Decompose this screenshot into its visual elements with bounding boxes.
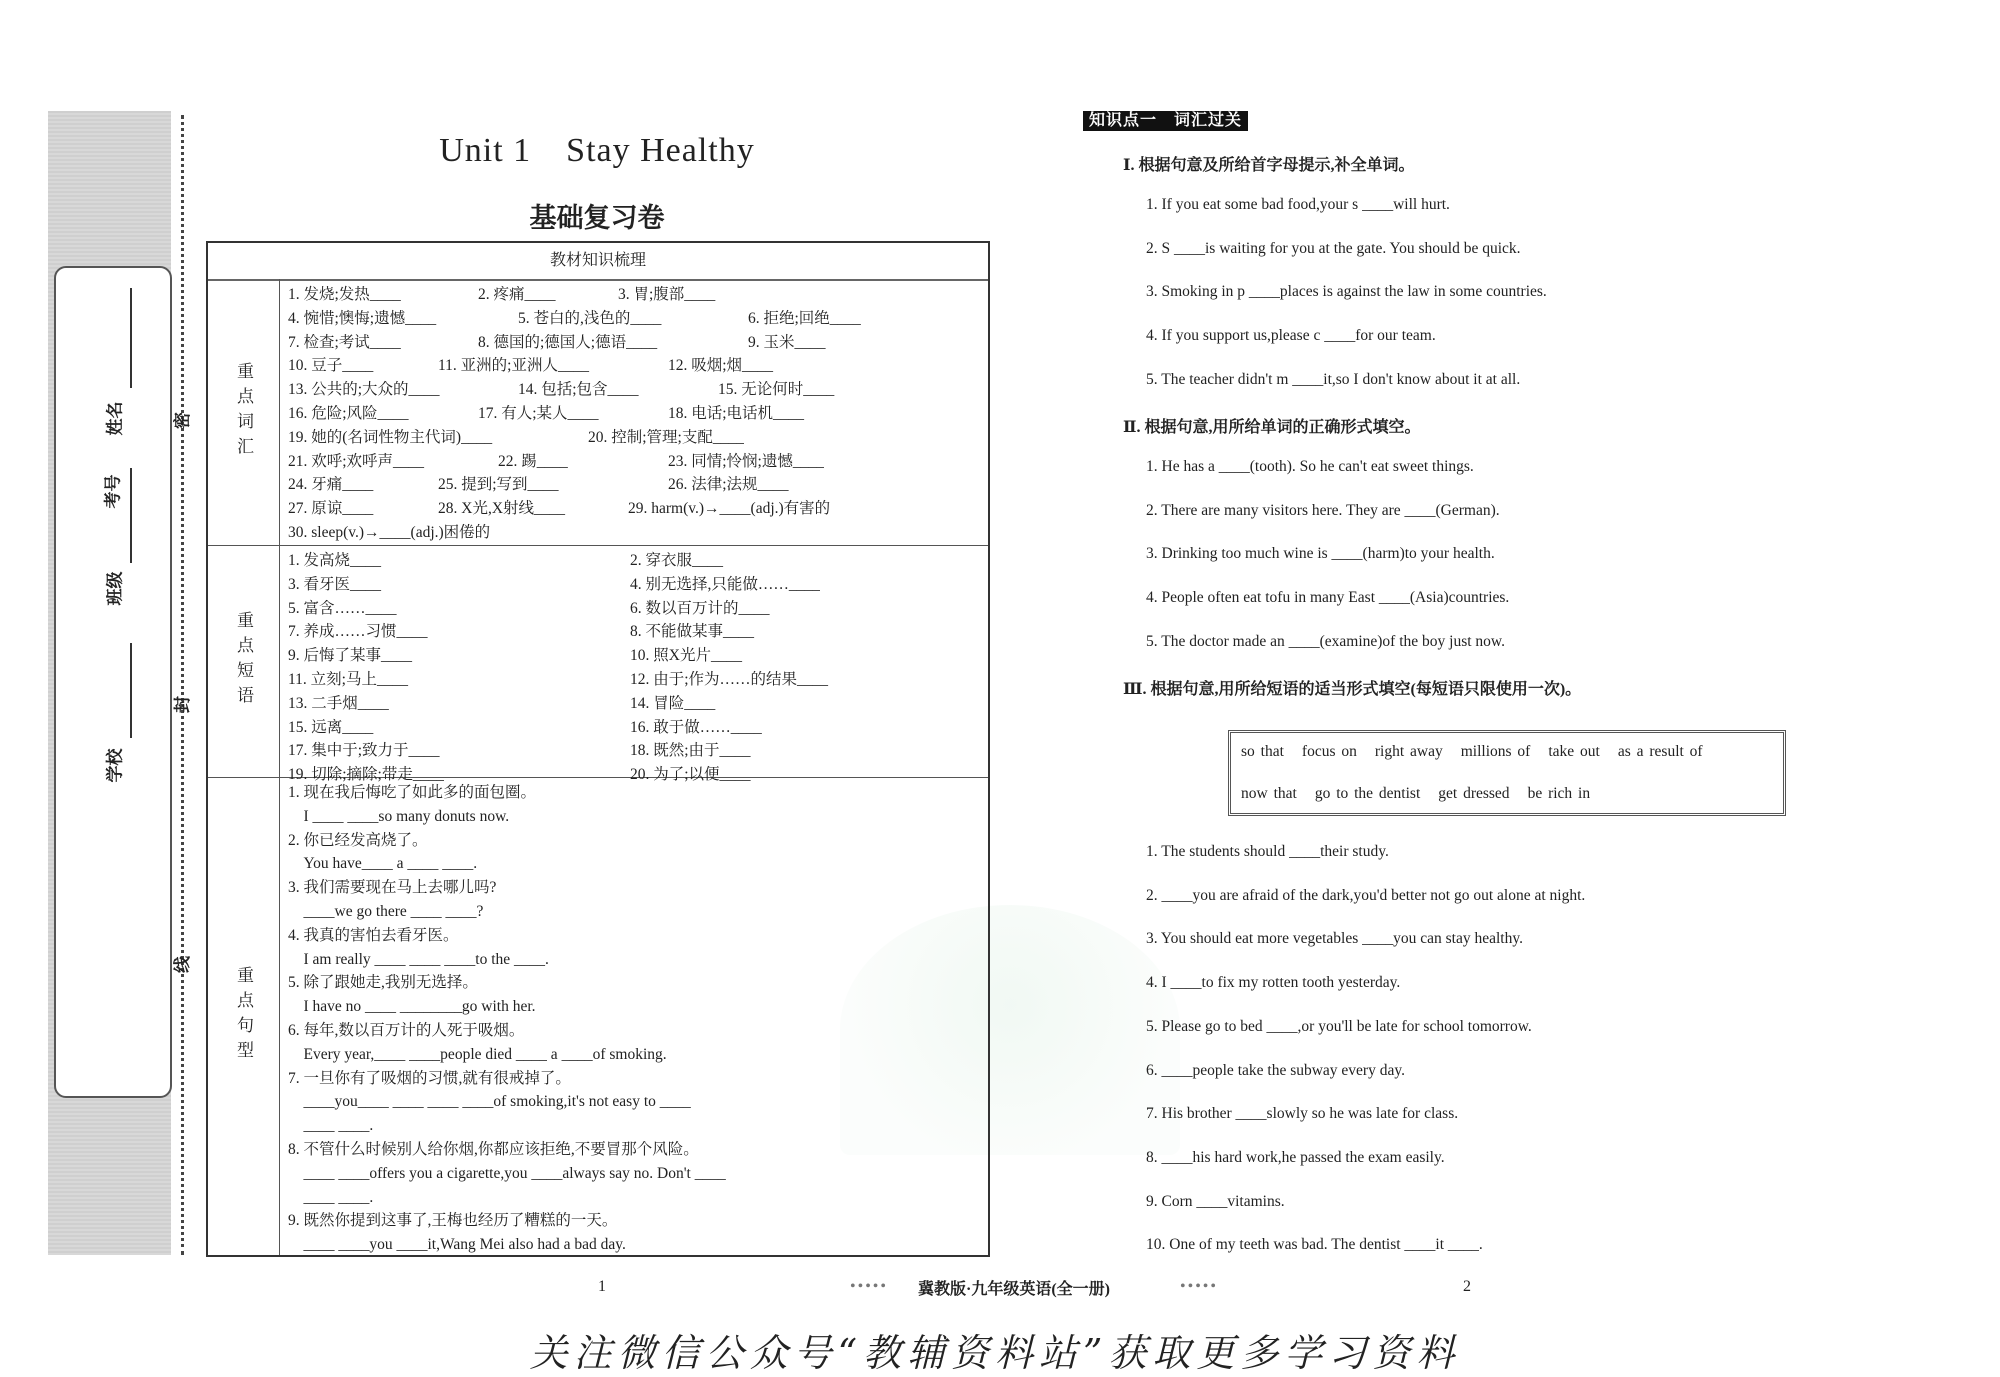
phrase-item: 15. 远离____: [288, 718, 374, 736]
vocab-item: 14. 包括;包含____: [518, 381, 639, 399]
question-item: 2. There are many visitors here. They are ____(German).: [1146, 501, 1500, 519]
sentence-line: ____you____ ____ ____ ____of smoking,it's not easy to ____: [288, 1093, 691, 1111]
cut-line: [181, 115, 184, 1255]
field-line: [130, 288, 132, 388]
vocab-rows: [288, 283, 984, 545]
sentence-line: 6. 每年,数以百万计的人死于吸烟。: [288, 1021, 525, 1039]
vocab-row: [288, 307, 984, 331]
question-item: 4. If you support us,please c ____for our team.: [1146, 327, 1436, 345]
phrase-bank-item: get dressed: [1438, 785, 1510, 802]
phrase-row: [288, 620, 984, 644]
phrase-item: 12. 由于;作为……的结果____: [630, 670, 829, 688]
phrase-item: 6. 数以百万计的____: [630, 599, 770, 617]
question-item: 2. ____you are afraid of the dark,you'd better not go out alone at night.: [1146, 886, 1586, 904]
vocab-row: [288, 378, 984, 402]
vocab-item: 4. 惋惜;懊悔;遗憾____: [288, 309, 437, 327]
phrase-bank-row: [1241, 785, 1608, 803]
phrase-bank-item: go to the dentist: [1314, 785, 1421, 802]
vocab-item: 16. 危险;风险____: [288, 404, 409, 422]
phrase-item: 3. 看牙医____: [288, 575, 382, 593]
question-item: 5. The doctor made an ____(examine)of the boy just now.: [1146, 632, 1505, 650]
phrase-item: 19. 切除;摘除;带走____: [288, 766, 444, 784]
table-header: 教材知识梳理: [208, 243, 988, 281]
vocab-section: [208, 279, 988, 546]
sentence-line: 8. 不管什么时候别人给你烟,你都应该拒绝,不要冒那个风险。: [288, 1140, 699, 1158]
sentence-section: [208, 777, 988, 1255]
field-exam-no-wrap: [54, 474, 168, 509]
vocab-item: 11. 亚洲的;亚洲人____: [438, 357, 589, 375]
sentence-line: ____ ____.: [288, 1188, 374, 1206]
vocab-item: 17. 有人;某人____: [478, 404, 599, 422]
footer-dots: •••••: [850, 1278, 889, 1295]
phrase-item: 14. 冒险____: [630, 694, 716, 712]
page-subtitle: 基础复习卷: [529, 203, 665, 233]
sentence-line: 3. 我们需要现在马上去哪儿吗?: [288, 879, 497, 897]
vocab-item: 1. 发烧;发热____: [288, 286, 401, 303]
vocab-item: 3. 胃;腹部____: [618, 286, 716, 303]
question-item: 5. The teacher didn't m ____it,so I don't know about it at all.: [1146, 370, 1521, 388]
phrase-row: [288, 597, 984, 621]
section-tag: 知识点一 词汇过关: [1083, 111, 1248, 131]
sentence-line: 4. 我真的害怕去看牙医。: [288, 926, 459, 944]
sentence-line: ____ ____.: [288, 1117, 374, 1135]
phrase-item: 20. 为了;以便____: [630, 766, 751, 784]
vocab-item: 24. 牙痛____: [288, 476, 374, 494]
question-item: 1. The students should ____their study.: [1146, 843, 1389, 860]
vocab-item: 2. 疼痛____: [478, 286, 556, 303]
question-item: 9. Corn ____vitamins.: [1146, 1192, 1285, 1210]
page-number: 1: [598, 1278, 606, 1295]
sentence-line: 2. 你已经发高烧了。: [288, 831, 428, 849]
footer-book-title: 冀教版·九年级英语(全一册): [918, 1281, 1110, 1298]
sentence-line: ____ ____offers you a cigarette,you ____always say no. Don't ____: [288, 1164, 726, 1182]
footer-dots: •••••: [1180, 1278, 1219, 1295]
sentence-line: 1. 现在我后悔吃了如此多的面包圈。: [288, 784, 537, 801]
question-item: 3. Smoking in p ____places is against the law in some countries.: [1146, 283, 1547, 301]
phrase-rows: [288, 549, 984, 787]
phrase-section: [208, 545, 988, 784]
sentence-rows: [288, 781, 984, 1257]
question-item: 1. He has a ____(tooth). So he can't eat sweet things.: [1146, 458, 1474, 475]
phrase-item: 16. 敢于做……____: [630, 718, 762, 736]
field-label: 学校: [105, 748, 125, 783]
vocab-row: [288, 450, 984, 474]
seal-word: 线: [173, 956, 192, 973]
phrase-bank-item: focus on: [1301, 743, 1357, 760]
vocab-item: 29. harm(v.)→____(adj.)有害的: [628, 500, 831, 518]
page-number: 2: [1463, 1278, 1471, 1295]
phrase-row: [288, 549, 984, 573]
vocab-item: 12. 吸烟;烟____: [668, 357, 774, 375]
vocab-row: [288, 497, 984, 521]
vocab-item: 21. 欢呼;欢呼声____: [288, 452, 425, 470]
seal-word: 封: [173, 696, 192, 713]
question-item: 7. His brother ____slowly so he was late for class.: [1146, 1105, 1459, 1123]
phrase-bank-item: now that: [1241, 785, 1297, 802]
phrase-item: 9. 后悔了某事____: [288, 647, 413, 665]
phrase-row: [288, 573, 984, 597]
field-label: 姓名: [105, 401, 125, 436]
phrase-bank: [1228, 730, 1786, 816]
phrase-bank-row: [1241, 743, 1721, 761]
field-school: [56, 748, 170, 783]
field-label: 考号: [103, 474, 123, 509]
vocab-row: [288, 402, 984, 426]
vocab-row: [288, 283, 984, 307]
question-item: 2. S ____is waiting for you at the gate. You should be quick.: [1146, 239, 1521, 257]
question-item: 1. If you eat some bad food,your s ____will hurt.: [1146, 196, 1450, 213]
question-item: 4. People often eat tofu in many East ____(Asia)countries.: [1146, 589, 1510, 607]
vocab-item: 7. 检查;考试____: [288, 333, 401, 351]
seal-word: 密: [173, 412, 192, 429]
section-label: 重点短语: [234, 611, 253, 711]
sentence-line: I ____ ____so many donuts now.: [288, 807, 510, 825]
vocab-item: 26. 法律;法规____: [668, 476, 789, 494]
question-item: 3. You should eat more vegetables ____you can stay healthy.: [1146, 930, 1523, 948]
question-item: 10. One of my teeth was bad. The dentist ____it ____.: [1146, 1236, 1483, 1254]
sentence-line: 5. 除了跟她走,我别无选择。: [288, 974, 478, 992]
vocab-item: 23. 同情;怜悯;遗憾____: [668, 452, 824, 470]
phrase-item: 10. 照X光片____: [630, 647, 742, 665]
vocab-item: 6. 拒绝;回绝____: [748, 309, 861, 327]
phrase-item: 1. 发高烧____: [288, 552, 382, 569]
phrase-item: 17. 集中于;致力于____: [288, 742, 440, 760]
field-label: 班级: [105, 571, 125, 606]
sentence-line: You have____ a ____ ____.: [288, 855, 478, 873]
section-label-cell: [208, 279, 280, 545]
sentence-line: 9. 既然你提到这事了,王梅也经历了糟糕的一天。: [288, 1212, 618, 1230]
phrase-bank-item: take out: [1548, 743, 1600, 760]
phrase-item: 5. 富含……____: [288, 599, 397, 617]
page-title: Unit 1 Stay Healthy: [439, 132, 755, 169]
section-heading: Ⅲ. 根据句意,用所给短语的适当形式填空(每短语只限使用一次)。: [1123, 681, 1582, 698]
phrase-row: [288, 668, 984, 692]
section-heading: Ⅱ. 根据句意,用所给单词的正确形式填空。: [1123, 419, 1421, 436]
phrase-row: [288, 739, 984, 763]
section-label-cell: [208, 545, 280, 777]
field-class: [56, 571, 170, 606]
phrase-bank-item: millions of: [1460, 743, 1531, 760]
vocab-item: 13. 公共的;大众的____: [288, 381, 440, 399]
vocab-row: [288, 354, 984, 378]
vocab-item: 10. 豆子____: [288, 357, 374, 375]
phrase-bank-item: right away: [1374, 743, 1443, 760]
phrase-row: [288, 644, 984, 668]
vocab-item: 9. 玉米____: [748, 333, 826, 351]
question-item: 3. Drinking too much wine is ____(harm)to your health.: [1146, 545, 1495, 563]
section-heading: Ⅰ. 根据句意及所给首字母提示,补全单词。: [1123, 157, 1415, 174]
handwritten-note: 关注微信公众号“教辅资料站”获取更多学习资料: [529, 1331, 1461, 1375]
vocab-item: 30. sleep(v.)→____(adj.)困倦的: [288, 523, 491, 541]
sentence-line: I am really ____ ____ ____to the ____.: [288, 950, 549, 968]
phrase-item: 7. 养成……习惯____: [288, 623, 428, 641]
field-name: [56, 401, 170, 436]
section-label: 重点句型: [234, 966, 253, 1066]
vocab-row: [288, 521, 984, 545]
phrase-item: 18. 既然;由于____: [630, 742, 751, 760]
question-item: 4. I ____to fix my rotten tooth yesterday.: [1146, 974, 1401, 992]
sentence-line: 7. 一旦你有了吸烟的习惯,就有很戒掉了。: [288, 1069, 571, 1087]
phrase-row: [288, 716, 984, 740]
phrase-bank-item: as a result of: [1617, 743, 1703, 760]
vocab-item: 27. 原谅____: [288, 500, 374, 518]
vocab-item: 25. 提到;写到____: [438, 476, 559, 494]
vocab-row: [288, 473, 984, 497]
phrase-item: 4. 别无选择,只能做……____: [630, 575, 820, 593]
vocab-item: 8. 德国的;德国人;德语____: [478, 333, 658, 351]
phrase-bank-item: be rich in: [1527, 785, 1591, 802]
sentence-line: I have no ____ ________go with her.: [288, 998, 536, 1016]
vocab-item: 15. 无论何时____: [718, 381, 835, 399]
vocab-row: [288, 331, 984, 355]
phrase-row: [288, 692, 984, 716]
question-item: 8. ____his hard work,he passed the exam easily.: [1146, 1148, 1445, 1166]
vocab-row: [288, 426, 984, 450]
vocab-item: 19. 她的(名词性物主代词)____: [288, 428, 493, 446]
vocab-item: 28. X光,X射线____: [438, 500, 566, 518]
sentence-line: ____ ____you ____it,Wang Mei also had a bad day.: [288, 1236, 626, 1254]
student-info-box: [54, 266, 172, 1098]
phrase-bank-item: so that: [1241, 743, 1284, 760]
section-label: 重点词汇: [234, 362, 253, 462]
question-item: 6. ____people take the subway every day.: [1146, 1061, 1405, 1079]
vocab-item: 22. 踢____: [498, 452, 568, 470]
section-label-cell: [208, 777, 280, 1255]
phrase-item: 11. 立刻;马上____: [288, 670, 408, 688]
sentence-line: ____we go there ____ ____?: [288, 902, 484, 920]
vocab-item: 20. 控制;管理;支配____: [588, 428, 744, 446]
phrase-item: 8. 不能做某事____: [630, 623, 755, 641]
phrase-item: 2. 穿衣服____: [630, 552, 724, 569]
vocab-item: 5. 苍白的,浅色的____: [518, 309, 662, 327]
field-line: [130, 643, 132, 738]
sentence-line: Every year,____ ____people died ____ a ____of smoking.: [288, 1045, 667, 1063]
question-item: 5. Please go to bed ____,or you'll be late for school tomorrow.: [1146, 1017, 1532, 1035]
vocab-item: 18. 电话;电话机____: [668, 404, 805, 422]
phrase-item: 13. 二手烟____: [288, 694, 389, 712]
knowledge-table: [206, 241, 990, 1257]
